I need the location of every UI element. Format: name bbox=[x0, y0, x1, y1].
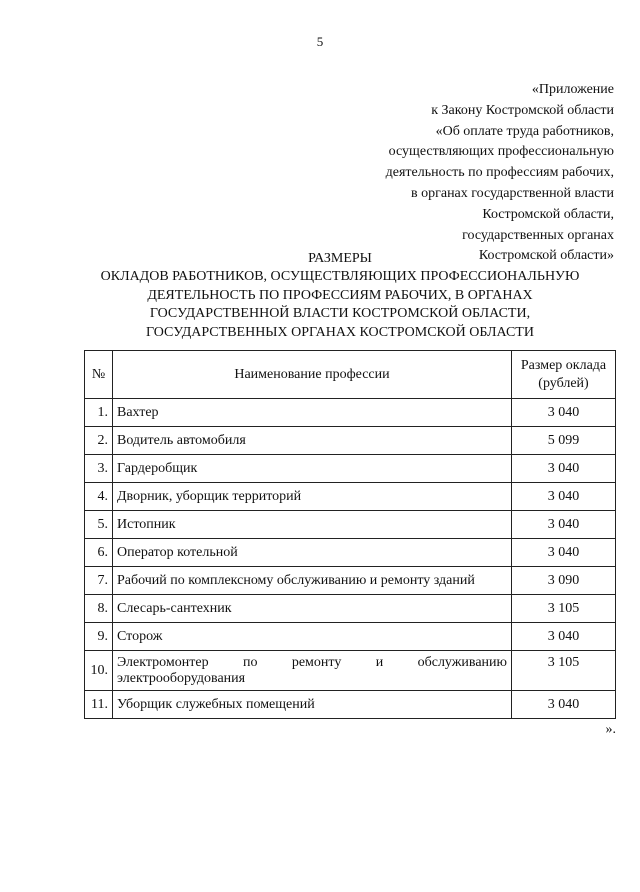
page-number: 5 bbox=[316, 34, 324, 49]
row-salary: 3 040 bbox=[512, 691, 616, 719]
row-profession: Гардеробщик bbox=[113, 455, 512, 483]
row-profession: Уборщик служебных помещений bbox=[113, 691, 512, 719]
row-salary: 5 099 bbox=[512, 427, 616, 455]
table-row bbox=[85, 427, 616, 455]
row-number: 6. bbox=[85, 539, 113, 567]
row-profession bbox=[113, 651, 512, 691]
row-number: 3. bbox=[85, 455, 113, 483]
appendix-line: «Об оплате труда работников, bbox=[435, 123, 614, 139]
table-row bbox=[85, 691, 616, 719]
row-salary: 3 040 bbox=[512, 511, 616, 539]
row-number: 11. bbox=[85, 691, 113, 719]
appendix-reference bbox=[284, 80, 614, 267]
row-salary: 3 040 bbox=[512, 483, 616, 511]
header-salary-line2: (рублей) bbox=[538, 375, 589, 391]
header-salary-line1: Размер оклада bbox=[520, 357, 607, 373]
appendix-line: Костромской области» bbox=[478, 248, 614, 264]
appendix-line: деятельность по профессиям рабочих, bbox=[385, 165, 614, 181]
row-profession: Вахтер bbox=[113, 399, 512, 427]
document-heading bbox=[30, 250, 640, 342]
header-profession: Наименование профессии bbox=[113, 351, 512, 399]
row-profession: Истопник bbox=[113, 511, 512, 539]
row-profession: Дворник, уборщик территорий bbox=[113, 483, 512, 511]
row-profession: Оператор котельной bbox=[113, 539, 512, 567]
heading-line: ОКЛАДОВ РАБОТНИКОВ, ОСУЩЕСТВЛЯЮЩИХ ПРОФЕССИОНАЛЬНУЮ bbox=[100, 269, 580, 285]
table-row bbox=[85, 567, 616, 595]
row-number: 8. bbox=[85, 595, 113, 623]
row-salary: 3 040 bbox=[512, 539, 616, 567]
row-profession-line1: Электромонтер по ремонту и обслуживанию bbox=[117, 654, 507, 670]
row-number: 9. bbox=[85, 623, 113, 651]
appendix-line: к Закону Костромской области bbox=[431, 102, 614, 118]
appendix-line: в органах государственной власти bbox=[411, 185, 614, 201]
row-number: 5. bbox=[85, 511, 113, 539]
appendix-line: государственных органах bbox=[462, 227, 614, 243]
row-profession: Рабочий по комплексному обслуживанию и ремонту зданий bbox=[113, 567, 512, 595]
heading-line: РАЗМЕРЫ bbox=[308, 251, 372, 266]
table-header-row bbox=[85, 351, 616, 399]
header-salary bbox=[512, 351, 616, 399]
row-salary: 3 040 bbox=[512, 623, 616, 651]
table-row bbox=[85, 455, 616, 483]
heading-line: ДЕЯТЕЛЬНОСТЬ ПО ПРОФЕССИЯМ РАБОЧИХ, В ОРГАНАХ bbox=[147, 287, 533, 303]
row-profession: Водитель автомобиля bbox=[113, 427, 512, 455]
row-profession: Сторож bbox=[113, 623, 512, 651]
table-row bbox=[85, 483, 616, 511]
heading-line: ГОСУДАРСТВЕННЫХ ОРГАНАХ КОСТРОМСКОЙ ОБЛАСТИ bbox=[146, 324, 534, 340]
row-salary: 3 040 bbox=[512, 399, 616, 427]
row-number: 2. bbox=[85, 427, 113, 455]
table-row bbox=[85, 651, 616, 691]
row-number: 7. bbox=[85, 567, 113, 595]
table-row bbox=[85, 623, 616, 651]
table-row bbox=[85, 595, 616, 623]
row-salary: 3 105 bbox=[512, 651, 616, 691]
row-salary: 3 105 bbox=[512, 595, 616, 623]
appendix-line: осуществляющих профессиональную bbox=[388, 144, 614, 160]
row-profession: Слесарь-сантехник bbox=[113, 595, 512, 623]
heading-line: ГОСУДАРСТВЕННОЙ ВЛАСТИ КОСТРОМСКОЙ ОБЛАСТИ, bbox=[149, 306, 531, 322]
closing-quote-mark: ». bbox=[605, 722, 616, 737]
row-number: 10. bbox=[85, 651, 113, 691]
table-row bbox=[85, 539, 616, 567]
row-number: 4. bbox=[85, 483, 113, 511]
appendix-line: Костромской области, bbox=[482, 206, 614, 222]
row-salary: 3 040 bbox=[512, 455, 616, 483]
row-profession-line2: электрооборудования bbox=[117, 670, 246, 686]
row-number: 1. bbox=[85, 399, 113, 427]
salary-table bbox=[84, 350, 616, 719]
appendix-line: «Приложение bbox=[531, 82, 614, 97]
row-salary: 3 090 bbox=[512, 567, 616, 595]
table-row bbox=[85, 511, 616, 539]
table-row bbox=[85, 399, 616, 427]
header-number: № bbox=[85, 351, 113, 399]
